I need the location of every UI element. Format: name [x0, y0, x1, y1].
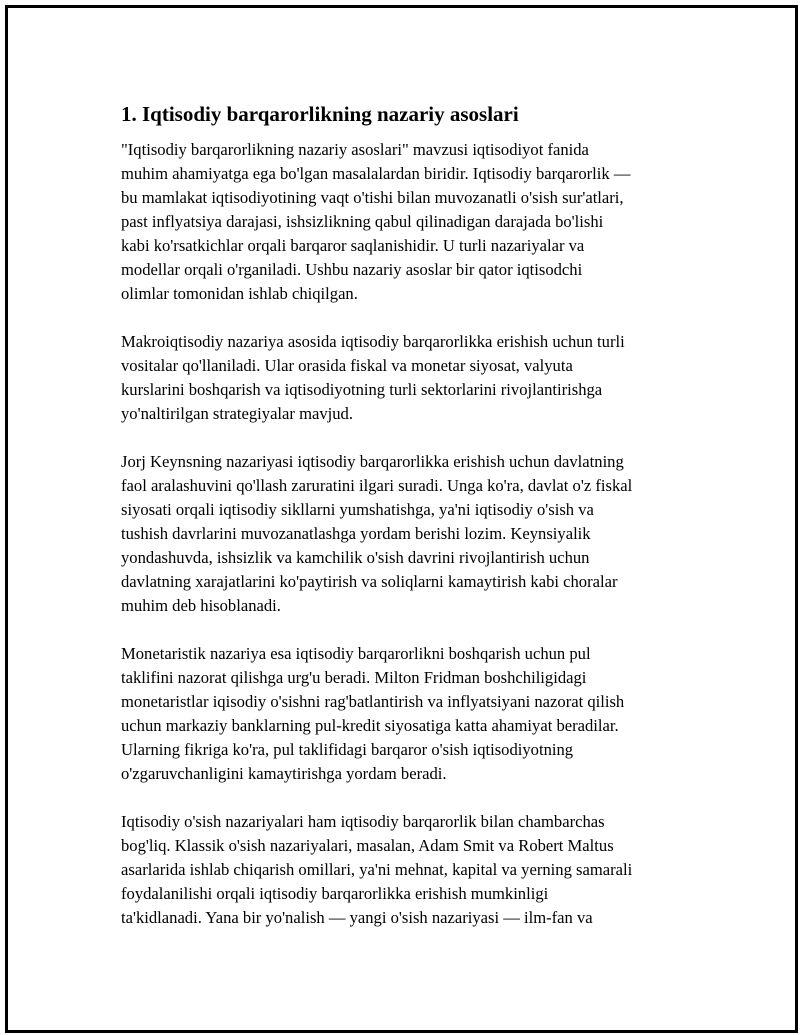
- text-line: o'zgaruvchanligini kamaytirishga yordam beradi.: [121, 764, 447, 783]
- section-heading: 1. Iqtisodiy barqarorlikning nazariy asoslari: [121, 102, 519, 126]
- paragraph: [121, 330, 696, 426]
- text-line: modellar orqali o'rganiladi. Ushbu nazariy asoslar bir qator iqtisodchi: [121, 260, 583, 279]
- paragraph-list: [121, 138, 696, 930]
- text-line: kurslarini boshqarish va iqtisodiyotning turli sektorlarini rivojlantirishga: [121, 380, 603, 399]
- text-line: Iqtisodiy o'sish nazariyalari ham iqtisodiy barqarorlik bilan chambarchas: [121, 812, 605, 831]
- text-line: Ularning fikriga ko'ra, pul taklifidagi barqaror o'sish iqtisodiyotning: [121, 740, 574, 759]
- text-line: yo'naltirilgan strategiyalar mavjud.: [121, 404, 354, 423]
- text-line: tushish davrlarini muvozanatlashga yordam berishi lozim. Keynsiyalik: [121, 524, 591, 543]
- paragraph: [121, 138, 696, 306]
- text-line: muhim deb hisoblanadi.: [121, 596, 281, 615]
- text-line: uchun markaziy banklarning pul-kredit siyosatiga katta ahamiyat beradilar.: [121, 716, 619, 735]
- page-frame: [5, 5, 798, 1033]
- text-line: yondashuvda, ishsizlik va kamchilik o'sish davrini rivojlantirish uchun: [121, 548, 590, 567]
- text-line: olimlar tomonidan ishlab chiqilgan.: [121, 284, 358, 303]
- text-line: Makroiqtisodiy nazariya asosida iqtisodiy barqarorlikka erishish uchun turli: [121, 332, 625, 351]
- text-line: faol aralashuvini qo'llash zaruratini ilgari suradi. Unga ko'ra, davlat o'z fiskal: [121, 476, 633, 495]
- text-line: Jorj Keynsning nazariyasi iqtisodiy barqarorlikka erishish uchun davlatning: [121, 452, 624, 471]
- text-line: asarlarida ishlab chiqarish omillari, ya'ni mehnat, kapital va yerning samarali: [121, 860, 633, 879]
- paragraph: [121, 450, 696, 618]
- text-line: kabi ko'rsatkichlar orqali barqaror saqlanishidir. U turli nazariyalar va: [121, 236, 585, 255]
- text-line: vositalar qo'llaniladi. Ular orasida fiskal va monetar siyosat, valyuta: [121, 356, 573, 375]
- text-line: "Iqtisodiy barqarorlikning nazariy asoslari" mavzusi iqtisodiyot fanida: [121, 140, 589, 159]
- text-line: taklifini nazorat qilishga urg'u beradi. Milton Fridman boshchiligidagi: [121, 668, 587, 687]
- text-line: past inflyatsiya darajasi, ishsizlikning qabul qilinadigan darajada bo'lishi: [121, 212, 604, 231]
- text-line: bog'liq. Klassik o'sish nazariyalari, masalan, Adam Smit va Robert Maltus: [121, 836, 614, 855]
- text-line: Monetaristik nazariya esa iqtisodiy barqarorlikni boshqarish uchun pul: [121, 644, 591, 663]
- text-line: siyosati orqali iqtisodiy sikllarni yumshatishga, ya'ni iqtisodiy o'sish va: [121, 500, 594, 519]
- text-line: monetaristlar iqisodiy o'sishni rag'batlantirish va inflyatsiyani nazorat qilish: [121, 692, 625, 711]
- text-line: davlatning xarajatlarini ko'paytirish va soliqlarni kamaytirish kabi choralar: [121, 572, 618, 591]
- paragraph: [121, 810, 696, 930]
- text-line: bu mamlakat iqtisodiyotining vaqt o'tishi bilan muvozanatli o'sish sur'atlari,: [121, 188, 624, 207]
- paragraph: [121, 642, 696, 786]
- text-line: ta'kidlanadi. Yana bir yo'nalish — yangi o'sish nazariyasi — ilm-fan va: [121, 908, 593, 927]
- text-line: muhim ahamiyatga ega bo'lgan masalalardan biridir. Iqtisodiy barqarorlik —: [121, 164, 631, 183]
- text-line: foydalanilishi orqali iqtisodiy barqarorlikka erishish mumkinligi: [121, 884, 549, 903]
- document-body: [121, 101, 696, 954]
